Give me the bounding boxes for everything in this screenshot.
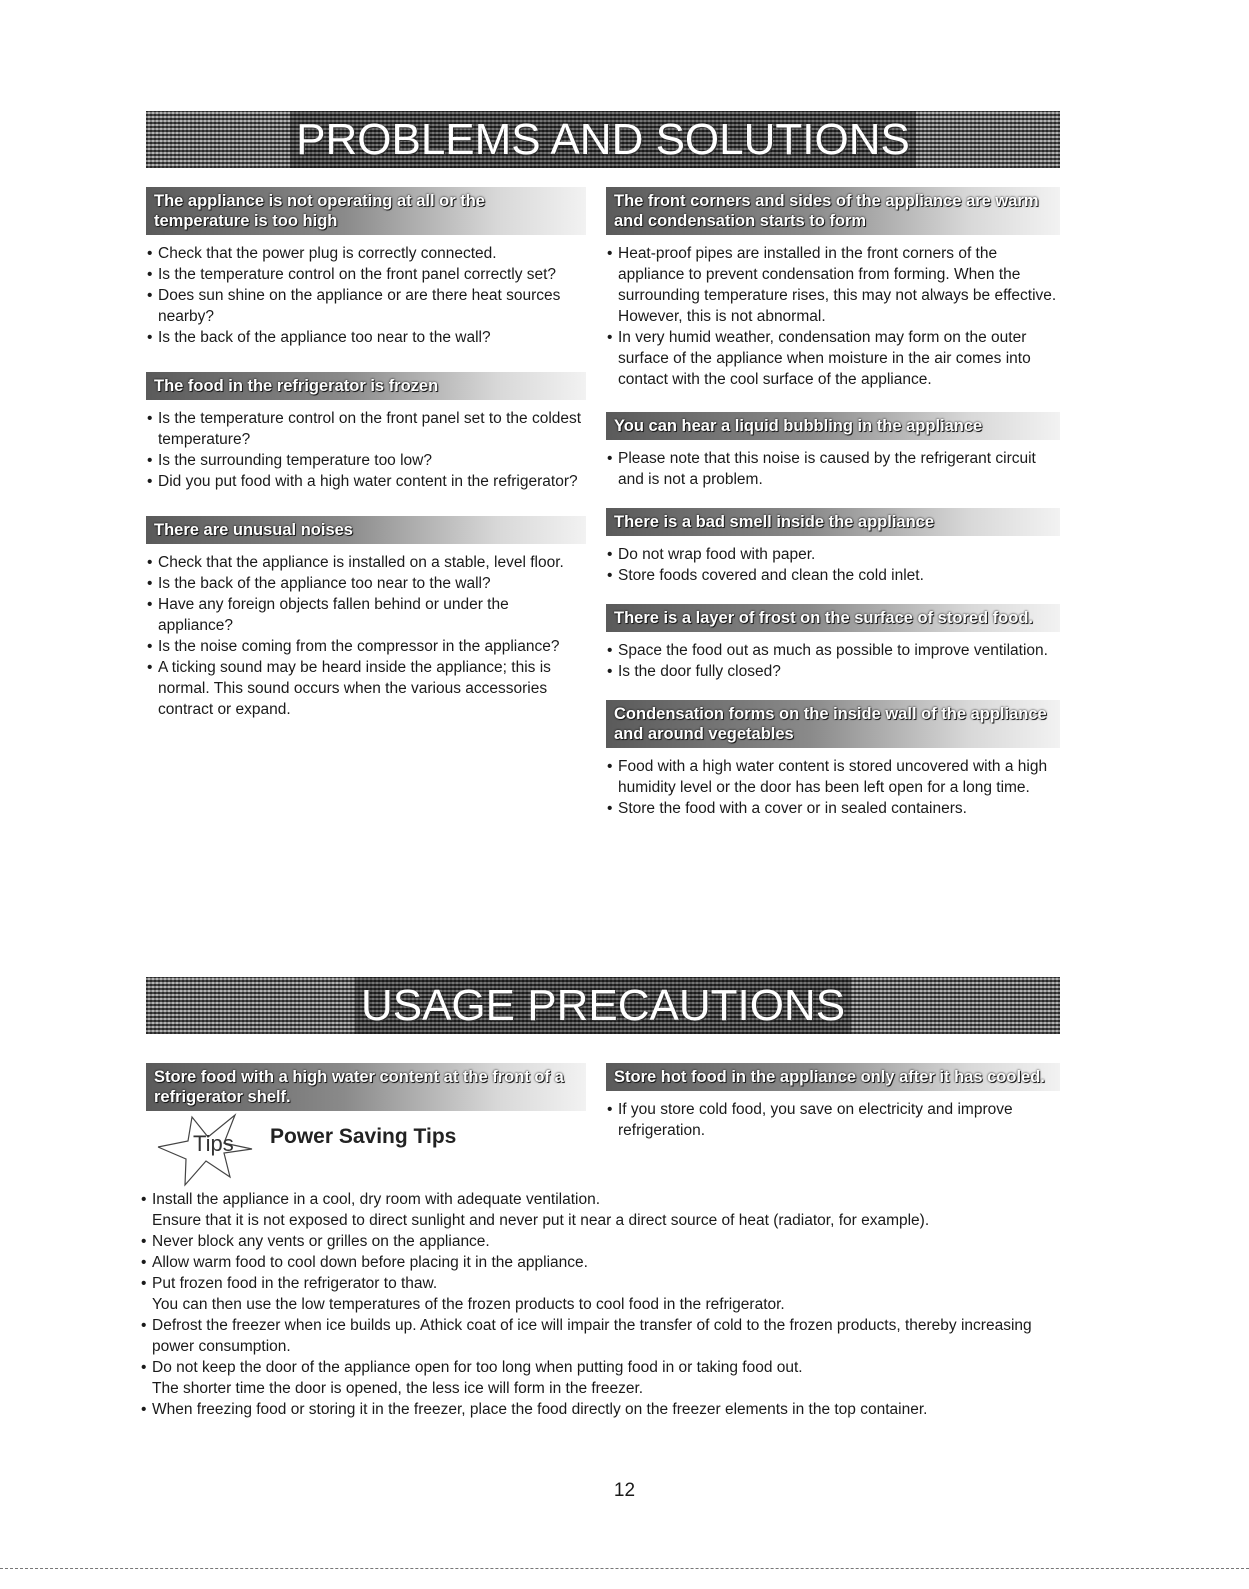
list-item: • Space the food out as much as possible to improve ventilation. <box>606 640 1060 661</box>
list-item: • Is the back of the appliance too near to the wall? <box>146 327 586 348</box>
problem-block <box>606 187 1060 390</box>
list-item: • Store the food with a cover or in sealed containers. <box>606 798 1060 819</box>
problem-block <box>146 187 586 348</box>
list-item-continuation: You can then use the low temperatures of the frozen products to cool food in the refrigerator. <box>152 1296 785 1313</box>
problem-heading: There is a bad smell inside the appliance <box>606 508 1060 536</box>
usage-right <box>606 1063 1060 1141</box>
list-item: • Is the door fully closed? <box>606 661 1060 682</box>
solution-list <box>606 243 1060 390</box>
list-item: • Is the back of the appliance too near to the wall? <box>146 573 586 594</box>
list-item: • Never block any vents or grilles on the appliance. <box>140 1231 1040 1252</box>
usage-precautions-banner <box>146 977 1060 1034</box>
section-title: USAGE PRECAUTIONS <box>355 977 851 1034</box>
list-item-continuation: The shorter time the door is opened, the less ice will form in the freezer. <box>152 1380 644 1397</box>
problem-block <box>606 700 1060 819</box>
solution-list <box>606 544 1060 586</box>
list-item: • Does sun shine on the appliance or are there heat sources nearby? <box>146 285 586 327</box>
problem-block <box>146 372 586 492</box>
problem-block <box>606 412 1060 490</box>
list-item: • Defrost the freezer when ice builds up. Athick coat of ice will impair the transfer of cold to the frozen products, thereby increasing power consumption. <box>140 1315 1040 1357</box>
list-item: • Did you put food with a high water content in the refrigerator? <box>146 471 586 492</box>
problem-heading: The food in the refrigerator is frozen <box>146 372 586 400</box>
list-item: • Have any foreign objects fallen behind or under the appliance? <box>146 594 586 636</box>
precaution-list <box>606 1099 1060 1141</box>
solution-list <box>606 756 1060 819</box>
solution-list <box>146 408 586 492</box>
list-item: • In very humid weather, condensation may form on the outer surface of the appliance when moisture in the air comes into contact with the cool surface of the appliance. <box>606 327 1060 390</box>
precaution-heading: Store food with a high water content at the front of a refrigerator shelf. <box>146 1063 586 1111</box>
problem-heading: Condensation forms on the inside wall of the appliance and around vegetables <box>606 700 1060 748</box>
problem-heading: The front corners and sides of the appliance are warm and condensation starts to form <box>606 187 1060 235</box>
list-item: • Store foods covered and clean the cold inlet. <box>606 565 1060 586</box>
list-item: • Check that the appliance is installed on a stable, level floor. <box>146 552 586 573</box>
problems-solutions-banner <box>146 111 1060 168</box>
list-item: • Put frozen food in the refrigerator to thaw. <box>140 1273 1040 1294</box>
list-item: • Is the temperature control on the front panel correctly set? <box>146 264 586 285</box>
list-item: • When freezing food or storing it in the freezer, place the food directly on the freezer elements in the top container. <box>140 1399 1040 1420</box>
problem-block <box>606 604 1060 682</box>
list-item: • Please note that this noise is caused by the refrigerant circuit and is not a problem. <box>606 448 1060 490</box>
list-item: • Is the noise coming from the compressor in the appliance? <box>146 636 586 657</box>
problem-block <box>606 508 1060 586</box>
list-item: • Check that the power plug is correctly connected. <box>146 243 586 264</box>
bottom-rule <box>0 1568 1249 1569</box>
list-item: • Allow warm food to cool down before placing it in the appliance. <box>140 1252 1040 1273</box>
page-number: 12 <box>613 1480 636 1501</box>
section-title: PROBLEMS AND SOLUTIONS <box>290 111 916 168</box>
list-item: • A ticking sound may be heard inside the appliance; this is normal. This sound occurs when the various accessories contract or expand. <box>146 657 586 720</box>
left-column <box>146 187 586 738</box>
list-item: • Food with a high water content is stored uncovered with a high humidity level or the door has been left open for a long time. <box>606 756 1060 798</box>
list-item: • Is the temperature control on the front panel set to the coldest temperature? <box>146 408 586 450</box>
solution-list <box>606 448 1060 490</box>
problem-heading: There are unusual noises <box>146 516 586 544</box>
list-item: • If you store cold food, you save on electricity and improve refrigeration. <box>606 1099 1060 1141</box>
list-item: • Heat-proof pipes are installed in the front corners of the appliance to prevent condensation from forming. When the surrounding temperature rises, this may not always be effective. However, this is not abnormal. <box>606 243 1060 327</box>
power-saving-title: Power Saving Tips <box>270 1125 457 1148</box>
power-saving-list <box>140 1189 1040 1420</box>
problem-heading: There is a layer of frost on the surface of stored food. <box>606 604 1060 632</box>
solution-list <box>146 243 586 348</box>
list-item-continuation: Ensure that it is not exposed to direct sunlight and never put it near a direct source of heat (radiator, for example). <box>152 1212 930 1229</box>
problem-heading: You can hear a liquid bubbling in the appliance <box>606 412 1060 440</box>
list-item: • Install the appliance in a cool, dry room with adequate ventilation. <box>140 1189 1040 1210</box>
list-item: • Is the surrounding temperature too low? <box>146 450 586 471</box>
list-item: • Do not keep the door of the appliance open for too long when putting food in or taking food out. <box>140 1357 1040 1378</box>
tips-badge <box>140 1097 610 1187</box>
problem-heading: The appliance is not operating at all or the temperature is too high <box>146 187 586 235</box>
tips-label: Tips <box>193 1131 234 1156</box>
solution-list <box>146 552 586 720</box>
precaution-heading: Store hot food in the appliance only after it has cooled. <box>606 1063 1060 1091</box>
right-column <box>606 187 1060 837</box>
problem-block <box>146 516 586 720</box>
list-item: • Do not wrap food with paper. <box>606 544 1060 565</box>
solution-list <box>606 640 1060 682</box>
